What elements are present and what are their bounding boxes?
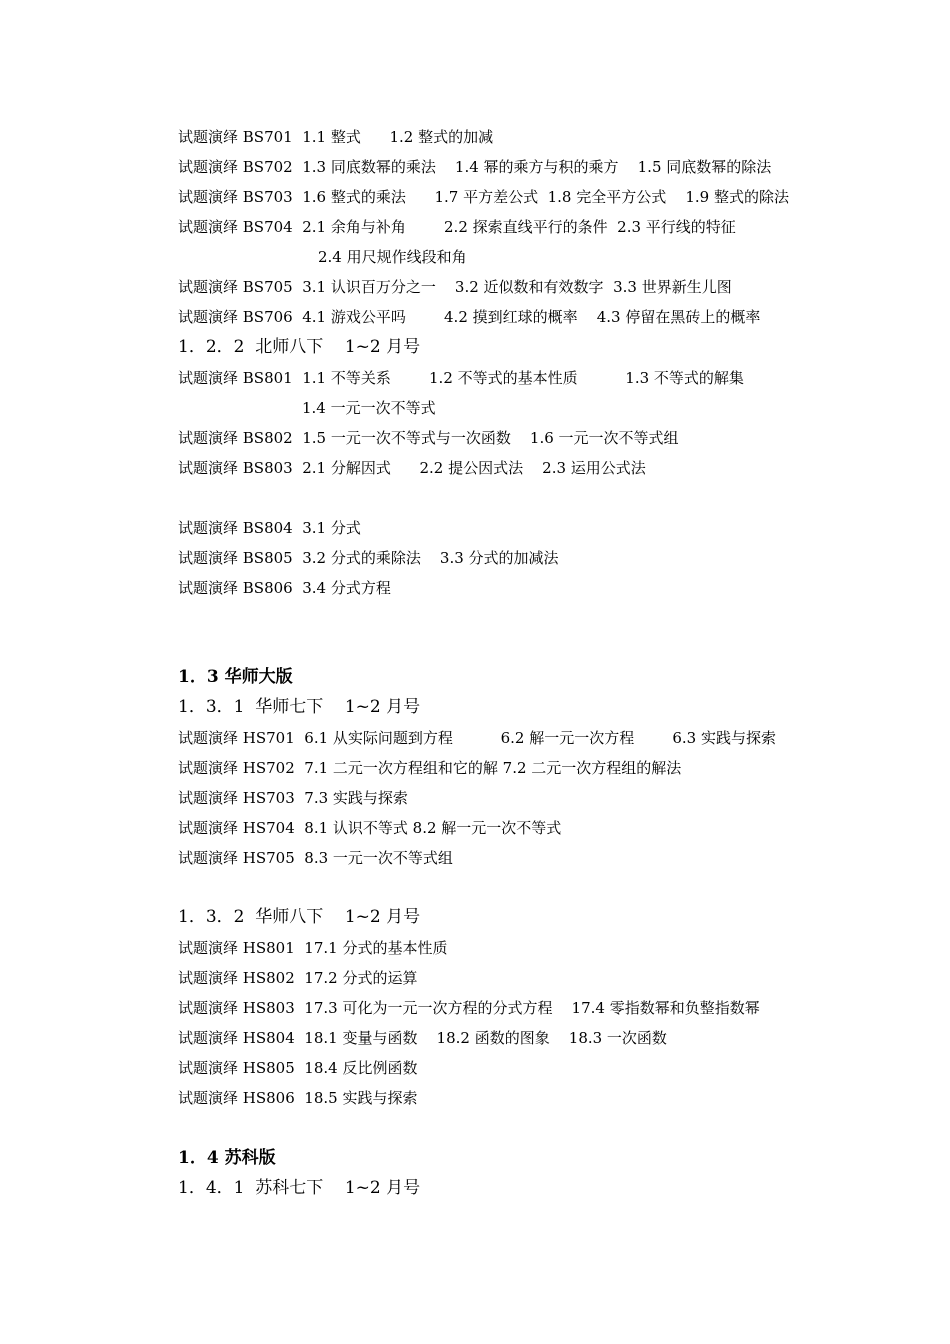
toc-line-bs703: 试题演绎 BS703 1.6 整式的乘法 1.7 平方差公式 1.8 完全平方公式 1.9 整式的除法: [178, 188, 789, 206]
toc-line-bs705: 试题演绎 BS705 3.1 认识百万分之一 3.2 近似数和有效数字 3.3 世界新生儿图: [178, 278, 732, 296]
section-heading-hs7: 1．3．1 华师七下 1~2 月号: [178, 697, 421, 717]
section-heading-hs8: 1．3．2 华师八下 1~2 月号: [178, 907, 421, 927]
section-heading-sk7: 1．4．1 苏科七下 1~2 月号: [178, 1178, 421, 1198]
toc-line-bs805: 试题演绎 BS805 3.2 分式的乘除法 3.3 分式的加减法: [178, 549, 559, 567]
toc-line-bs803: 试题演绎 BS803 2.1 分解因式 2.2 提公因式法 2.3 运用公式法: [178, 459, 646, 477]
chapter-heading-hs: 1．3 华师大版: [178, 667, 293, 687]
toc-line-hs701: 试题演绎 HS701 6.1 从实际问题到方程 6.2 解一元一次方程 6.3 实践与探索: [178, 729, 776, 747]
toc-line-bs801-cont: 1.4 一元一次不等式: [302, 399, 436, 417]
toc-line-hs806: 试题演绎 HS806 18.5 实践与探索: [178, 1089, 418, 1107]
toc-line-hs804: 试题演绎 HS804 18.1 变量与函数 18.2 函数的图象 18.3 一次函数: [178, 1029, 667, 1047]
toc-line-hs702: 试题演绎 HS702 7.1 二元一次方程组和它的解 7.2 二元一次方程组的解法: [178, 759, 682, 777]
toc-line-bs706: 试题演绎 BS706 4.1 游戏公平吗 4.2 摸到红球的概率 4.3 停留在黑砖上的概率: [178, 308, 761, 326]
toc-line-bs704: 试题演绎 BS704 2.1 余角与补角 2.2 探索直线平行的条件 2.3 平行线的特征: [178, 218, 736, 236]
toc-line-bs701: 试题演绎 BS701 1.1 整式 1.2 整式的加减: [178, 128, 494, 146]
toc-line-bs806: 试题演绎 BS806 3.4 分式方程: [178, 579, 391, 597]
toc-line-bs704-cont: 2.4 用尺规作线段和角: [318, 248, 467, 266]
chapter-heading-sk: 1．4 苏科版: [178, 1148, 276, 1168]
toc-line-bs802: 试题演绎 BS802 1.5 一元一次不等式与一次函数 1.6 一元一次不等式组: [178, 429, 679, 447]
toc-line-bs801: 试题演绎 BS801 1.1 不等关系 1.2 不等式的基本性质 1.3 不等式的解集: [178, 369, 744, 387]
toc-line-bs804: 试题演绎 BS804 3.1 分式: [178, 519, 361, 537]
toc-line-hs704: 试题演绎 HS704 8.1 认识不等式 8.2 解一元一次不等式: [178, 819, 562, 837]
toc-line-hs705: 试题演绎 HS705 8.3 一元一次不等式组: [178, 849, 453, 867]
toc-line-hs805: 试题演绎 HS805 18.4 反比例函数: [178, 1059, 418, 1077]
section-heading-bs8: 1．2．2 北师八下 1~2 月号: [178, 337, 421, 357]
toc-line-hs703: 试题演绎 HS703 7.3 实践与探索: [178, 789, 408, 807]
toc-line-hs803: 试题演绎 HS803 17.3 可化为一元一次方程的分式方程 17.4 零指数幂和负整指数幂: [178, 999, 760, 1017]
toc-line-hs801: 试题演绎 HS801 17.1 分式的基本性质: [178, 939, 448, 957]
toc-line-bs702: 试题演绎 BS702 1.3 同底数幂的乘法 1.4 幂的乘方与积的乘方 1.5 同底数幂的除法: [178, 158, 772, 176]
toc-line-hs802: 试题演绎 HS802 17.2 分式的运算: [178, 969, 418, 987]
